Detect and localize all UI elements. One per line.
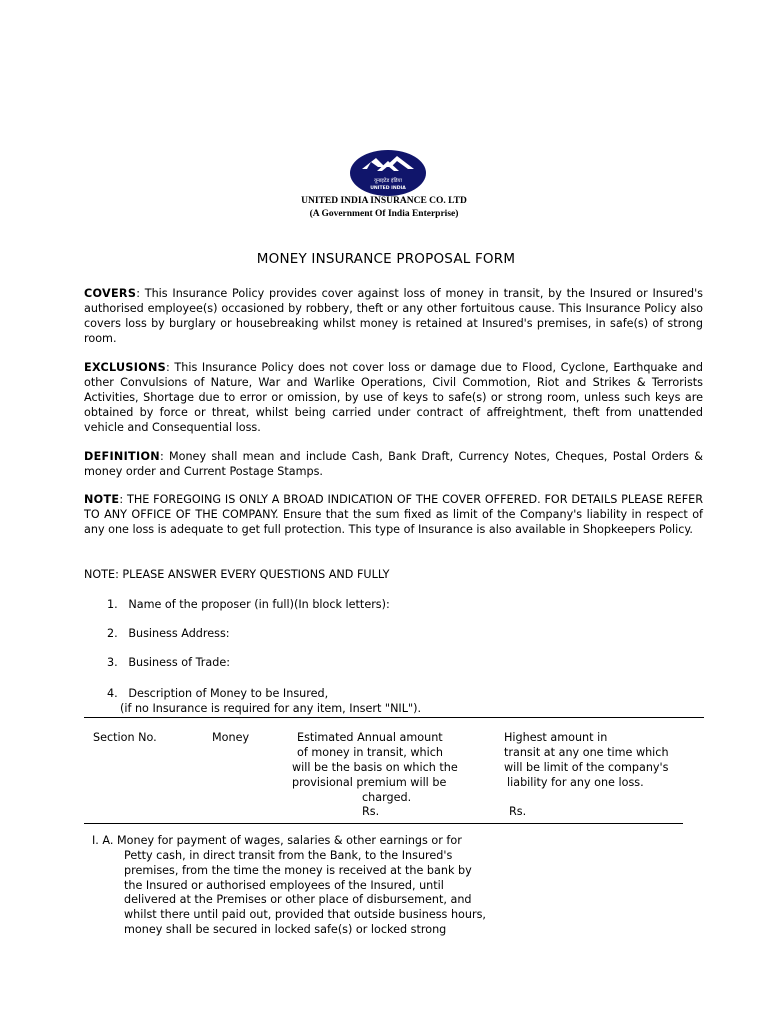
question-proposer-name: 1. Name of the proposer (in full)(In block letters): xyxy=(107,598,390,611)
question-nil-note: (if no Insurance is required for any item, Insert "NIL"). xyxy=(120,702,422,715)
section-ia-line: the Insured or authorised employees of the Insured, until xyxy=(124,879,444,892)
table-header-rule xyxy=(84,823,683,824)
covers-label: COVERS xyxy=(84,287,137,300)
section-ia-line: Petty cash, in direct transit from the Bank, to the Insured's xyxy=(124,849,453,862)
col-header-estimated-line: of money in transit, which xyxy=(297,746,443,759)
col-header-highest-currency: Rs. xyxy=(509,805,527,818)
col-header-highest-line: will be limit of the company's xyxy=(504,761,669,774)
col-header-money: Money xyxy=(212,731,250,744)
exclusions-paragraph xyxy=(84,360,703,435)
question-money-description: 4. Description of Money to be Insured, xyxy=(107,687,329,700)
definition-paragraph xyxy=(84,449,703,479)
col-header-estimated-line: charged. xyxy=(362,791,412,804)
covers-text: : This Insurance Policy provides cover against loss of money in transit, by the Insured or Insured's authorised employee(s) occasioned by robbery, theft or any other fortuitous cause. This Insurance Policy also covers loss by burglary or housebreaking whilst money is retained at Insured's premises, in safe(s) of strong room. xyxy=(84,287,703,345)
exclusions-label: EXCLUSIONS xyxy=(84,361,167,374)
note-paragraph xyxy=(84,492,703,537)
col-header-highest-line: transit at any one time which xyxy=(504,746,669,759)
section-ia-line: I. A. Money for payment of wages, salaries & other earnings or for xyxy=(92,834,462,847)
section-ia-line: whilst there until paid out, provided that outside business hours, xyxy=(124,908,486,921)
exclusions-text: : This Insurance Policy does not cover loss or damage due to Flood, Cyclone, Earthquake and other Convulsions of Nature, War and Warlike Operations, Civil Commotion, Riot and Strikes & Terrorists Activities, Shortage due to error or omission, by use of keys to safe(s) or strong room, unless such keys are obtained by force or threat, whilst being carried under contract of affreightment, theft from unattended vehicle and Consequential loss. xyxy=(84,361,703,434)
united-india-logo xyxy=(349,149,427,197)
svg-text:यूनाइटेड इंडिया: यूनाइटेड इंडिया xyxy=(374,178,402,184)
question-business-trade: 3. Business of Trade: xyxy=(107,656,230,669)
section-ia-line: premises, from the time the money is received at the bank by xyxy=(124,864,472,877)
definition-label: DEFINITION xyxy=(84,450,160,463)
covers-paragraph xyxy=(84,286,703,346)
col-header-estimated-line: Estimated Annual amount xyxy=(297,731,443,744)
company-name: UNITED INDIA INSURANCE CO. LTD xyxy=(301,196,467,206)
section-ia-line: delivered at the Premises or other place of disbursement, and xyxy=(124,893,472,906)
col-header-estimated-line: provisional premium will be xyxy=(292,776,447,789)
form-title: MONEY INSURANCE PROPOSAL FORM xyxy=(256,251,516,267)
answer-instruction: NOTE: PLEASE ANSWER EVERY QUESTIONS AND FULLY xyxy=(84,568,390,581)
definition-text: : Money shall mean and include Cash, Bank Draft, Currency Notes, Cheques, Postal Orders & money order and Current Postage Stamps. xyxy=(84,450,703,478)
col-header-estimated-line: will be the basis on which the xyxy=(292,761,458,774)
company-tagline: (A Government Of India Enterprise) xyxy=(309,209,459,219)
note-label: NOTE xyxy=(84,493,120,506)
note-text: : THE FOREGOING IS ONLY A BROAD INDICATION OF THE COVER OFFERED. FOR DETAILS PLEASE REFER TO ANY OFFICE OF THE COMPANY. Ensure that the sum fixed as limit of the Company's liability in respect of any one loss is adequate to get full protection. This type of Insurance is also available in Shopkeepers Policy. xyxy=(84,493,703,536)
col-header-highest-line: liability for any one loss. xyxy=(507,776,644,789)
col-header-estimated-currency: Rs. xyxy=(362,805,380,818)
col-header-highest-line: Highest amount in xyxy=(504,731,608,744)
table-top-rule xyxy=(84,717,704,718)
question-business-address: 2. Business Address: xyxy=(107,627,230,640)
svg-text:UNITED INDIA: UNITED INDIA xyxy=(370,186,406,191)
col-header-section-no: Section No. xyxy=(93,731,157,744)
section-ia-line: money shall be secured in locked safe(s) or locked strong xyxy=(124,923,447,936)
